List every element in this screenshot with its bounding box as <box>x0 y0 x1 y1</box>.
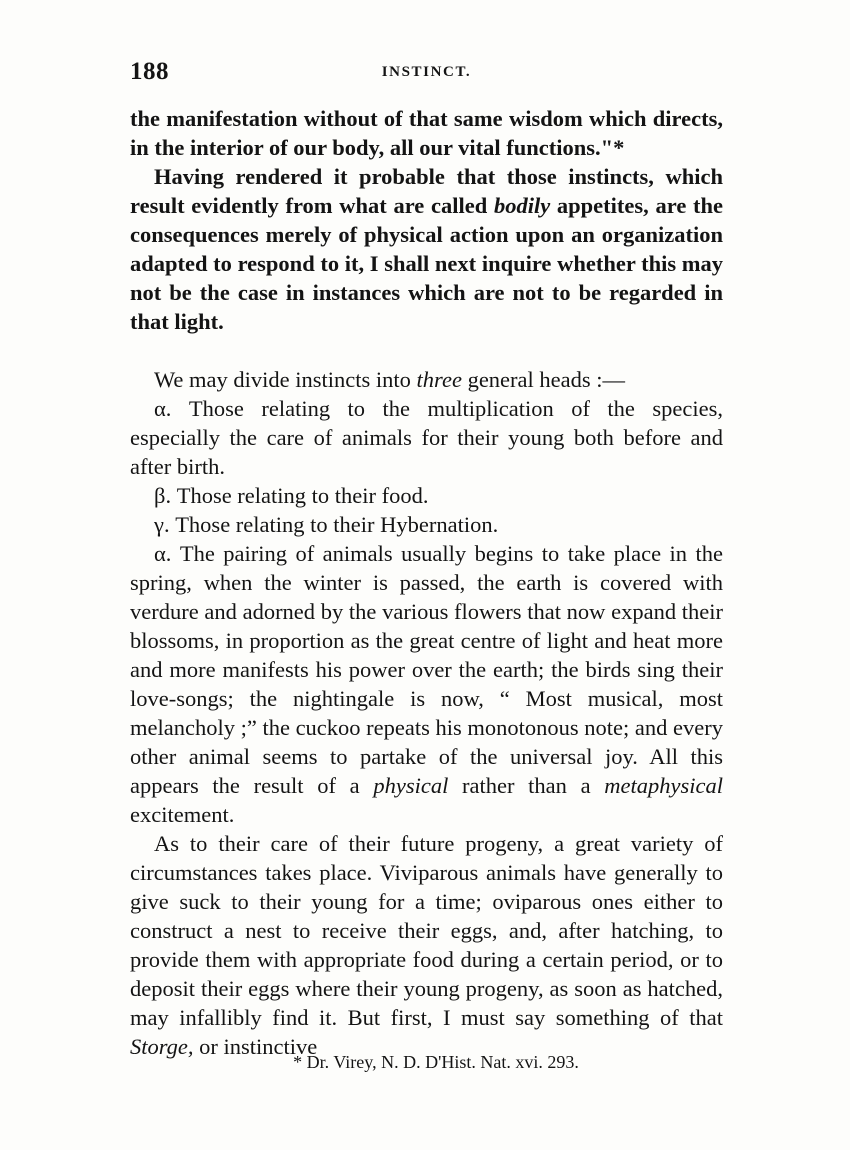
page-number: 188 <box>130 58 169 85</box>
paragraph-progeny <box>130 829 723 1061</box>
list-item-beta: β. Those relating to their food. <box>154 483 429 508</box>
text-run: α. The pairing of animals usually begins to take place in the spring, when the winter is passed, the earth is covered with verdure and adorned by the various flowers that now expand their blossoms, in proportion as the great centre of light and heat more and more manifests his power over the earth; the birds sing their love-songs; the nightingale is now, “ Most musical, most melancholy ;” the cuckoo repeats his monotonous note; and every other animal seems to partake of the universal joy. All this appears the result of a <box>130 541 723 798</box>
text-run: As to their care of their future progeny, a great variety of circumstances takes place. Viviparous animals have generally to give suck to their young for a time; oviparous ones either to construct a nest to receive their eggs, and, after hatching, to provide them with appropriate food during a certain period, or to deposit their eggs where their young progeny, as soon as hatched, may infallibly find it. But first, I must say something of that <box>130 831 723 1030</box>
emphasis-storge: Storge, <box>130 1034 194 1059</box>
text-run: general heads :— <box>461 367 625 392</box>
text-run: or instinctive <box>193 1034 318 1059</box>
page-header <box>130 58 723 92</box>
emphasis-three: three <box>416 367 462 392</box>
footnote: * Dr. Virey, N. D. D'Hist. Nat. xvi. 293. <box>293 1052 579 1072</box>
text-run: We may divide instincts into <box>154 367 417 392</box>
paragraph-bodily-appetites <box>130 162 723 336</box>
text-run: Having rendered it probable that those instincts, which result evidently from what are called <box>130 164 723 218</box>
paragraph-pairing <box>130 539 723 829</box>
text-run: rather than a <box>448 773 605 798</box>
paragraph-three-heads <box>130 365 723 394</box>
paragraph-gap <box>130 336 723 365</box>
running-title: INSTINCT. <box>381 64 472 80</box>
emphasis-bodily: bodily <box>493 193 551 218</box>
text-run: excitement. <box>130 802 235 827</box>
list-item-gamma: γ. Those relating to their Hybernation. <box>154 512 499 537</box>
bold-section <box>130 104 723 336</box>
emphasis-metaphysical: metaphysical <box>604 773 723 798</box>
list-item-alpha: α. Those relating to the multiplication of the species, especially the care of animals for their young both before and after birth. <box>130 396 723 479</box>
text-run: appetites, are the consequences merely of physical action upon an organization adapted to respond to it, I shall next inquire whether this may not be the case in instances which are not to be regarded in that light. <box>130 193 723 334</box>
paragraph-continuation: the manifestation without of that same wisdom which directs, in the interior of our body, all our vital functions."* <box>130 106 723 160</box>
emphasis-physical: physical <box>373 773 449 798</box>
body-text <box>130 104 723 1061</box>
